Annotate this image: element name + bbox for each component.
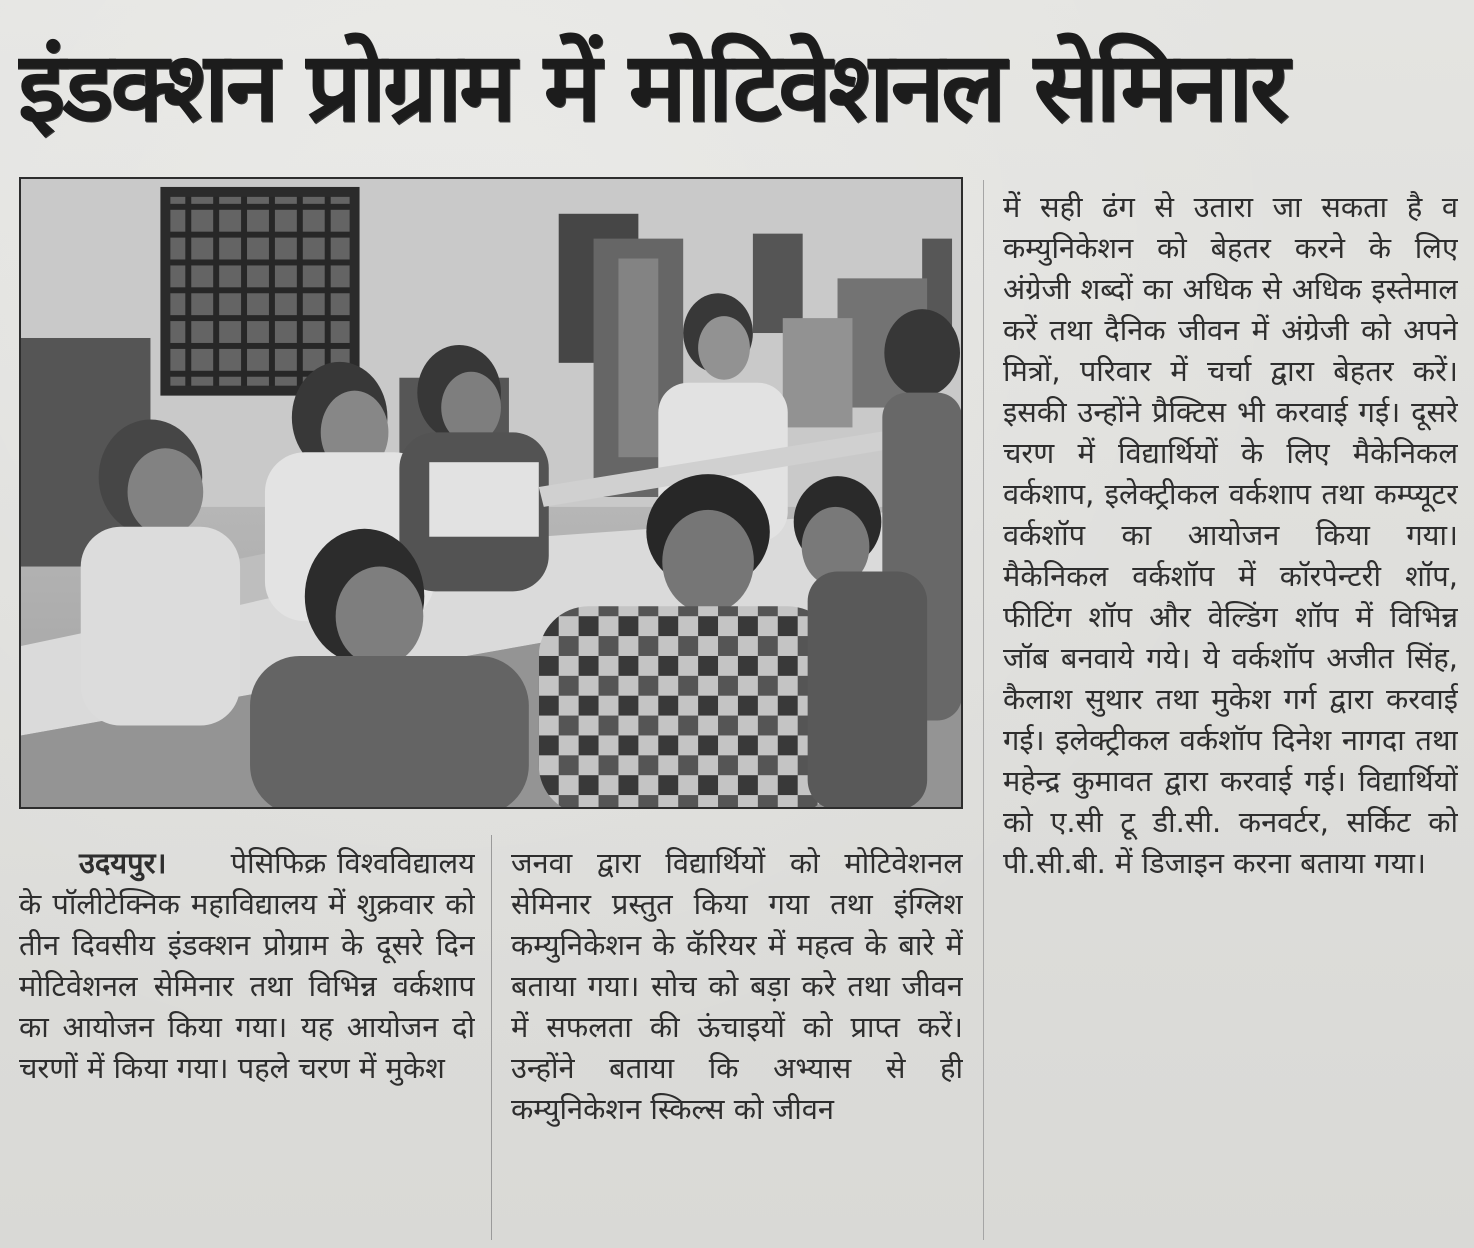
column-divider bbox=[491, 835, 492, 1240]
article-column-right: में सही ढंग से उतारा जा सकता है व कम्युनिकेशन को बेहतर करने के लिए अंग्रेजी शब्दों का अधिक से अधिक इस्तेमाल करें तथा दैनिक जीवन में अंग्रेजी को अपने मित्रों, परिवार में चर्चा द्वारा बेहतर करें। इसकी उन्होंने प्रैक्टिस भी करवाई गई। दूसरे चरण में विद्यार्थियों के लिए मैकेनिकल वर्कशाप, इलेक्ट्रीकल वर्कशाप तथा कम्प्यूटर वर्कशॉप का आयोजन किया गया। मैकेनिकल वर्कशॉप में कॉरपेन्टरी शॉप, फीटिंग शॉप और वेल्डिंग शॉप में विभिन्न जॉब बनवाये गये। ये वर्कशॉप अजीत सिंह, कैलाश सुथार तथा मुकेश गर्ग द्वारा करवाई गई। इलेक्ट्रीकल वर्कशॉप दिनेश नागदा तथा महेन्द्र कुमावत द्वारा करवाई गई। विद्यार्थियों को ए.सी टू डी.सी. कनवर्टर, सर्किट को पी.सी.बी. में डिजाइन करना बताया गया। bbox=[1003, 190, 1458, 880]
news-photo bbox=[19, 177, 963, 809]
article-column-left bbox=[19, 843, 475, 1239]
workshop-photo-image bbox=[21, 179, 961, 807]
headline: इंडक्शन प्रोग्राम में मोटिवेशनल सेमिनार bbox=[18, 31, 1287, 143]
article-body-left: पेसिफिक्र विश्वविद्यालय के पॉलीटेक्निक महाविद्यालय में शुक्रवार को तीन दिवसीय इंडक्शन प्रोग्राम के दूसरे दिन मोटिवेशनल सेमिनार तथा विभिन्न वर्कशाप का आयोजन किया गया। यह आयोजन दो चरणों में किया गया। पहले चरण में मुकेश bbox=[19, 846, 475, 1085]
dateline: उदयपुर। bbox=[79, 846, 167, 880]
article-column-middle: जनवा द्वारा विद्यार्थियों को मोटिवेशनल सेमिनार प्रस्तुत किया गया तथा इंग्लिश कम्युनिकेशन के कॅरियर में महत्व के बारे में बताया गया। सोच को बड़ा करे तथा जीवन में सफलता की ऊंचाइयों को प्राप्त करें। उन्होंने बताया कि अभ्यास से ही कम्युनिकेशन स्किल्स को जीवन bbox=[511, 846, 963, 1126]
column-divider bbox=[983, 180, 984, 1240]
